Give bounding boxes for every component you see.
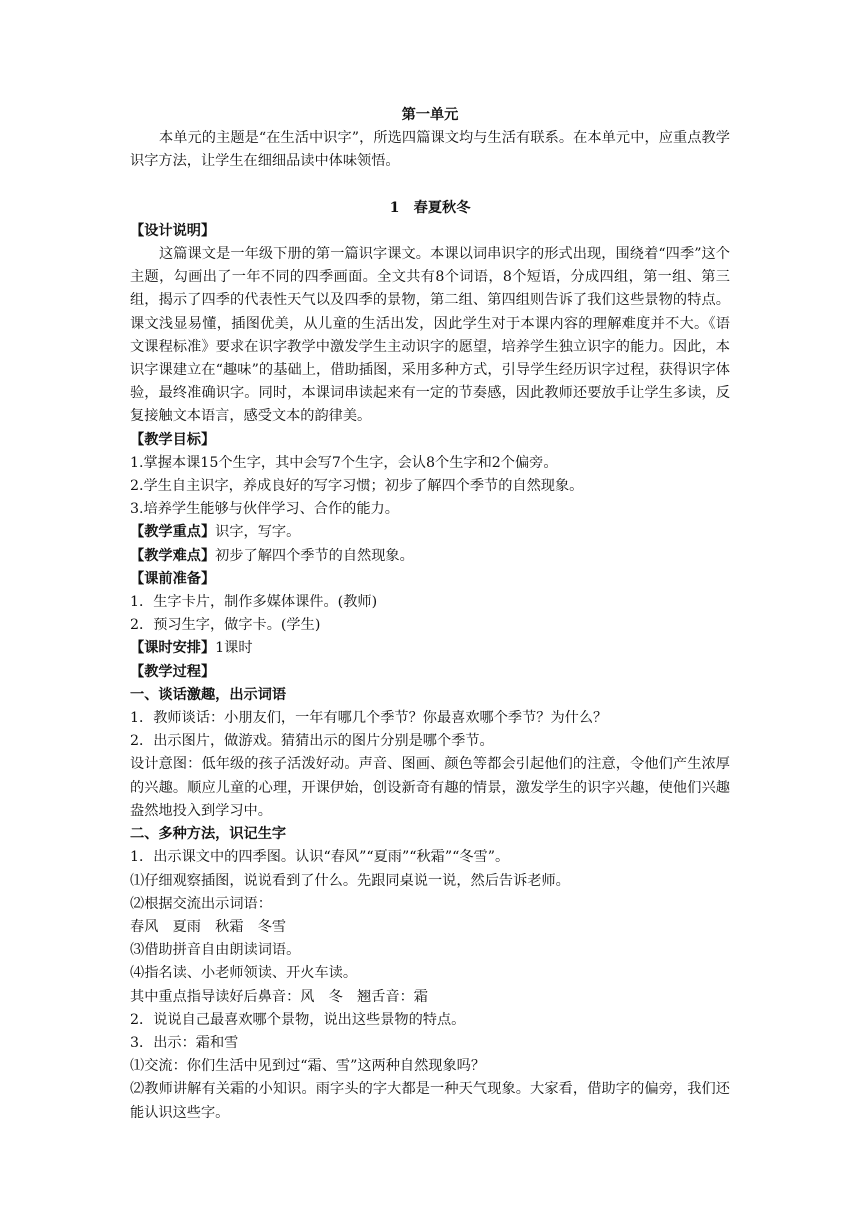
goal-item: 1.掌握本课15个生字，其中会写7个生字，会认8个生字和2个偏旁。 <box>130 454 558 471</box>
difficulty-text: 初步了解四个季节的自然现象。 <box>215 547 414 564</box>
section2-last-para: ⑵教师讲解有关霜的小知识。雨字头的字大都是一种天气现象。大家看，借助字的偏旁，我们还能认识这些字。 <box>130 1081 730 1121</box>
prep-item: 2．预习生字，做字卡。(学生) <box>130 617 321 634</box>
section2-line: ⑷指名读、小老师领读、开火车读。 <box>130 965 358 982</box>
goals-heading: 【教学目标】 <box>130 431 216 448</box>
schedule-text: 1课时 <box>215 640 253 657</box>
goal-item: 3.培养学生能够与伙伴学习、合作的能力。 <box>130 501 399 518</box>
prep-item: 1．生字卡片，制作多媒体课件。(教师) <box>130 594 378 611</box>
unit-title: 第一单元 <box>401 107 459 123</box>
section2-line: ⑶借助拼音自由朗读词语。 <box>130 942 301 959</box>
goal-item: 2.学生自主识字，养成良好的写字习惯；初步了解四个季节的自然现象。 <box>130 478 584 495</box>
design-heading: 【设计说明】 <box>130 222 216 239</box>
section2-line: 其中重点指导读好后鼻音：风 冬 翘舌音：霜 <box>130 988 428 1005</box>
section2-heading: 二、多种方法，识记生字 <box>130 826 287 843</box>
section2-line: 1．出示课文中的四季图。认识“春风”“夏雨”“秋霜”“冬雪”。 <box>130 849 510 866</box>
key-point-text: 识字，写字。 <box>215 524 301 541</box>
difficulty-heading: 【教学难点】 <box>130 547 216 564</box>
section2-line: 2．说说自己最喜欢哪个景物，说出这些景物的特点。 <box>130 1011 466 1028</box>
section2-line: 春风 夏雨 秋霜 冬雪 <box>130 918 287 935</box>
section2-line: ⑴仔细观察插图，说说看到了什么。先跟同桌说一说，然后告诉老师。 <box>130 872 570 889</box>
section2-line: 3．出示：霜和雪 <box>130 1034 239 1051</box>
section1-item: 2．出示图片，做游戏。猜猜出示的图片分别是哪个季节。 <box>130 733 494 750</box>
process-heading: 【教学过程】 <box>130 663 216 680</box>
schedule-heading: 【课时安排】 <box>130 640 216 657</box>
document-page <box>130 104 730 1125</box>
section2-line: ⑴交流：你们生活中见到过“霜、雪”这两种自然现象吗？ <box>130 1058 486 1075</box>
section1-intent: 设计意图：低年级的孩子活泼好动。声音、图画、颜色等都会引起他们的注意，令他们产生浓厚的兴趣。顺应儿童的心理，开课伊始，创设新奇有趣的情景，激发学生的识字兴趣，使他们兴趣盎然地投入到学习中。 <box>130 756 730 819</box>
lesson-title: 1 春夏秋冬 <box>389 199 471 216</box>
design-text: 这篇课文是一年级下册的第一篇识字课文。本课以词串识字的形式出现，围绕着“四季”这个主题，勾画出了一年不同的四季画面。全文共有8个词语，8个短语，分成四组，第一组、第三组，揭示了四季的代表性天气以及四季的景物，第二组、第四组则告诉了我们这些景物的特点。课文浅显易懂，插图优美，从儿童的生活出发，因此学生对于本课内容的理解难度并不大。《语文课程标准》要求在识字教学中激发学生主动识字的愿望，培养学生独立识字的能力。因此，本识字课建立在“趣味”的基础上，借助插图，采用多种方式，引导学生经历识字过程，获得识字体验，最终准确识字。同时，本课词串读起来有一定的节奏感，因此教师还要放手让学生多读，反复接触文本语言，感受文本的韵律美。 <box>130 246 730 425</box>
section1-heading: 一、谈话激趣，出示词语 <box>130 686 287 703</box>
unit-intro: 本单元的主题是“在生活中识字”，所选四篇课文均与生活有联系。在本单元中，应重点教学识字方法，让学生在细细品读中体味领悟。 <box>130 130 730 170</box>
key-point <box>130 521 730 544</box>
prep-heading: 【课前准备】 <box>130 570 216 587</box>
section1-item: 1．教师谈话：小朋友们，一年有哪几个季节？你最喜欢哪个季节？为什么？ <box>130 710 608 727</box>
key-point-heading: 【教学重点】 <box>130 524 216 541</box>
section2-line: ⑵根据交流出示词语： <box>130 895 272 912</box>
difficulty <box>130 545 730 568</box>
schedule <box>130 637 730 660</box>
